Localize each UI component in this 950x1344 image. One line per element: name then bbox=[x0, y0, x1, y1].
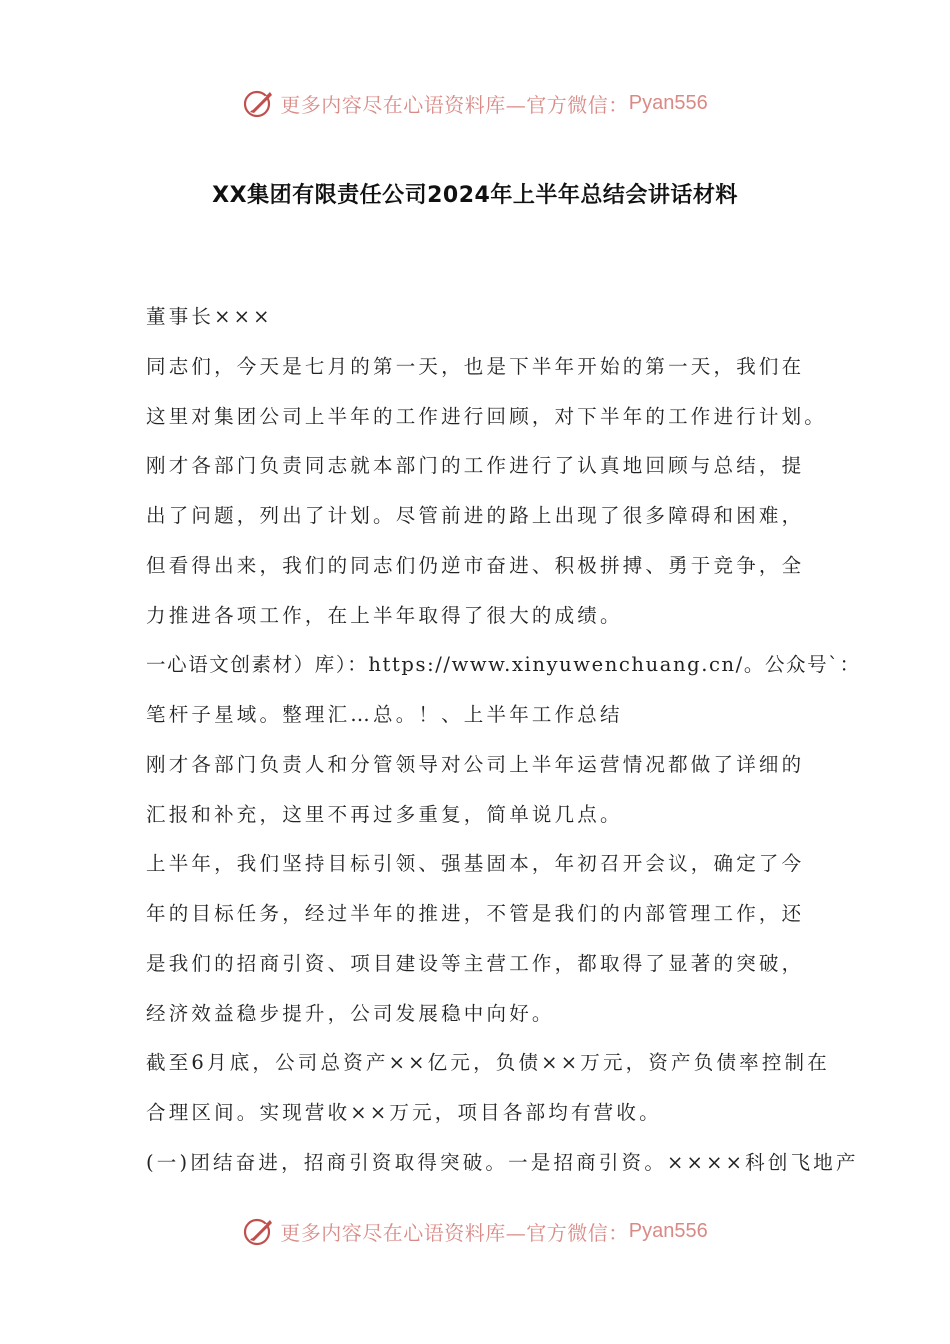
paragraph-line: 笔杆子星域。整理汇…总。！、上半年工作总结 bbox=[146, 703, 623, 726]
paragraph-line: (一)团结奋进，招商引资取得突破。一是招商引资。××××科创飞地产 bbox=[146, 1151, 859, 1174]
paragraph-line: 是我们的招商引资、项目建设等主营工作，都取得了显著的突破， bbox=[146, 952, 805, 975]
paragraph-line: 力推进各项工作，在上半年取得了很大的成绩。 bbox=[146, 604, 623, 627]
paragraph-line: 合理区间。实现营收××万元，项目各部均有营收。 bbox=[146, 1101, 662, 1124]
paragraph-line: 截至6月底，公司总资产××亿元，负债××万元，资产负债率控制在 bbox=[146, 1051, 830, 1074]
paragraph-line: 上半年，我们坚持目标引领、强基固本，年初召开会议，确定了今 bbox=[146, 852, 805, 875]
paragraph-line: 年的目标任务，经过半年的推进，不管是我们的内部管理工作，还 bbox=[146, 902, 805, 925]
paragraph-line: 同志们，今天是七月的第一天，也是下半年开始的第一天，我们在 bbox=[146, 355, 805, 378]
paragraph-line: 一心语文创素材）库）：https://www.xinyuwenchuang.cn/。公众号`： bbox=[146, 653, 861, 676]
paragraph-line: 汇报和补充，这里不再过多重复，简单说几点。 bbox=[146, 803, 623, 826]
document-title: XX集团有限责任公司2024年上半年总结会讲话材料 bbox=[212, 183, 738, 208]
paragraph-line: 这里对集团公司上半年的工作进行回顾，对下半年的工作进行计划。 bbox=[146, 405, 828, 428]
author-line: 董事长××× bbox=[146, 305, 273, 328]
banner-wechat-id: Pyan556 bbox=[628, 1219, 708, 1242]
paragraph-line: 但看得出来，我们的同志们仍逆市奋进、积极拼搏、勇于竞争，全 bbox=[146, 554, 805, 577]
paragraph-line: 经济效益稳步提升，公司发展稳中向好。 bbox=[146, 1002, 555, 1025]
banner-text: 更多内容尽在心语资料库—官方微信： bbox=[280, 92, 629, 117]
paragraph-line: 出了问题，列出了计划。尽管前进的路上出现了很多障碍和困难， bbox=[146, 504, 805, 527]
quill-logo-icon bbox=[242, 86, 276, 120]
footer-banner bbox=[0, 1211, 950, 1251]
header-banner bbox=[0, 83, 950, 123]
banner-wechat-id: Pyan556 bbox=[628, 91, 708, 114]
paragraph-line: 刚才各部门负责同志就本部门的工作进行了认真地回顾与总结，提 bbox=[146, 454, 805, 477]
paragraph-line: 刚才各部门负责人和分管领导对公司上半年运营情况都做了详细的 bbox=[146, 753, 805, 776]
quill-logo-icon bbox=[242, 1214, 276, 1248]
banner-text: 更多内容尽在心语资料库—官方微信： bbox=[280, 1220, 629, 1245]
